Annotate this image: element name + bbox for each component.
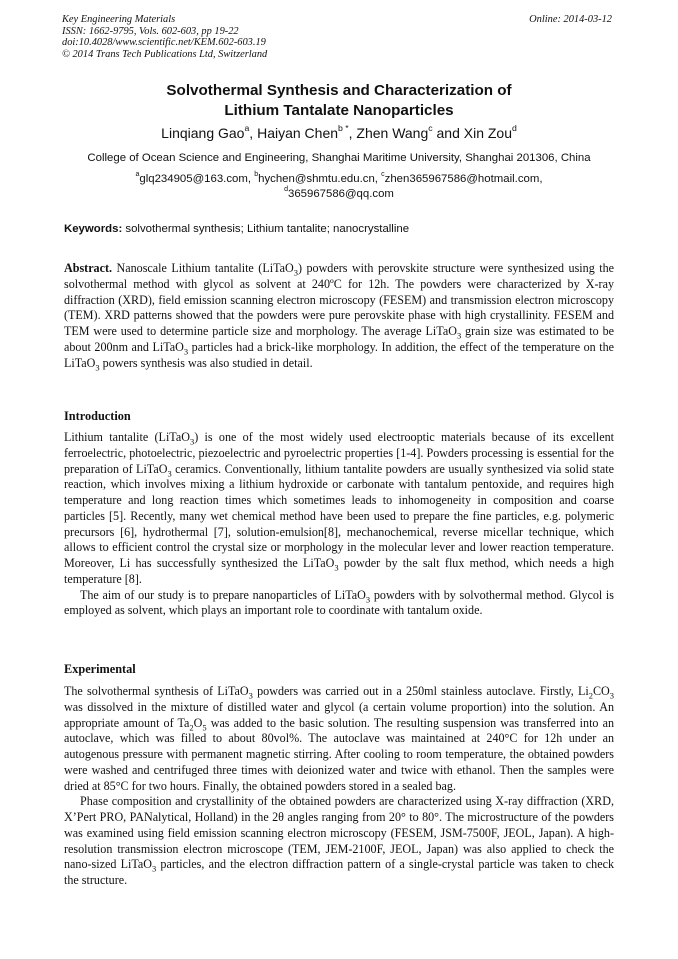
introduction-body	[64, 430, 614, 619]
author-separator: ,	[348, 125, 357, 141]
title-line-1: Solvothermal Synthesis and Characterization of	[166, 82, 512, 99]
abstract-text: Nanoscale Lithium tantalite (LiTaO$_3$) powders with perovskite structure were synthesized using the solvothermal method with glycol as solvent at 240ºC for 12h. The powders were characterized by X-ray diffraction (XRD), field emission scanning electron microscopy (FESEM) and transmission electron microscopy (TEM). XRD patterns showed that the powders were pure perovskite phase with high crystallinity. FESEM and TEM were used to determine particle size and morphology. The average LiTaO$_3$ grain size was estimated to be about 200nm and LiTaO$_3$ particles had a brick-like morphology. In addition, the effect of the temperature on the LiTaO$_3$ powers synthesis was also studied in detail.	[64, 261, 615, 372]
author-separator: ,	[249, 125, 258, 141]
keywords	[64, 222, 409, 236]
keywords-label: Keywords:	[64, 223, 123, 235]
affiliation: College of Ocean Science and Engineering, Shanghai Maritime University, Shanghai 201306, China	[87, 152, 591, 164]
email-address[interactable]: hychen@shmtu.edu.cn,	[258, 173, 382, 185]
experimental-body	[64, 684, 614, 889]
author-name: Zhen Wang	[356, 125, 429, 141]
abstract	[64, 261, 614, 371]
section-heading-experimental: Experimental	[64, 662, 136, 676]
abstract-label: Abstract.	[64, 261, 113, 275]
email-sup: a	[135, 170, 140, 178]
email-list	[0, 172, 678, 202]
paragraph: The aim of our study is to prepare nanoparticles of LiTaO$_3$ powders with by solvothermal method. Glycol is employed as solvent, which plays an important role to coordinate with tantalum oxide.	[64, 587, 614, 618]
section-heading-introduction: Introduction	[64, 409, 131, 423]
author-sup: a	[244, 122, 250, 133]
email-sup: d	[284, 185, 288, 193]
email-line-1	[0, 172, 678, 187]
running-header	[62, 14, 612, 60]
email-address[interactable]: glq234905@163.com,	[139, 173, 255, 185]
author-separator: and	[432, 125, 464, 141]
author-name: Haiyan Chen	[257, 125, 339, 141]
paragraph: The solvothermal synthesis of LiTaO$_3$ powders was carried out in a 250ml stainless autoclave. Firstly, $Li_2CO_3$ was dissolved in the mixture of distilled water and glycol (a certain volume proportion) into the solution. An appropriate amount of $Ta_2O_5$ was added to the basic solution. The resulting suspension was transferred into an autoclave, which was filled to about 80vol%. The autoclave was maintained at 240°C for 12h under an autogenous pressure with permanent magnetic stirring. After cooling to room temperature, the obtained powders were washed and centrifuged three times with deionized water and twice with ethanol. Then the samples were dried at 85°C for two hours. Finally, the obtained powders stored in a sealed bag.	[64, 684, 615, 793]
paragraph: Lithium tantalite (LiTaO$_3$) is one of the most widely used electrooptic materials because of its excellent ferroelectric, photoelectric, piezoelectric and pyroelectric properties [1-4]. Powders processing is essential for the preparation of LiTaO$_3$ ceramics. Conventionally, lithium tantalite powders are usually synthesized via solid state reaction, which involves mixing a lithium hydroxide or carbonate with tantalum pentoxide, and requires high temperature and long reaction times which sometimes leads to inhomogeneity in composition and coarse particles [5]. Recently, many wet chemical method have been used to prepare the fine particles, e.g. polymeric precursors [6], hydrothermal [7], solution-emulsion[8], mechanochemical, reverse micellar technique, which allows to efficient control the crystal size or morphology in the molecular lever and lower reaction temperature. Moreover, Li has successfully synthesized the LiTaO$_3$ powder by the salt flux method, which needs a high temperature [8].	[64, 430, 614, 586]
author-name: Linqiang Gao	[161, 125, 245, 141]
paper-title	[0, 81, 678, 120]
journal-name: Key Engineering Materials	[62, 14, 176, 25]
email-address[interactable]: zhen365967586@hotmail.com,	[384, 173, 543, 185]
author-sup: b *	[338, 122, 349, 133]
email-address[interactable]: 365967586@qq.com	[287, 188, 394, 200]
author-sup: d	[512, 122, 517, 133]
copyright-line: © 2014 Trans Tech Publications Ltd, Switzerland	[62, 48, 268, 60]
online-date: Online: 2014-03-12	[529, 14, 612, 25]
title-line-2: Lithium Tantalate Nanoparticles	[224, 101, 454, 119]
email-line-2	[0, 187, 678, 202]
issn-line: ISSN: 1662-9795, Vols. 602-603, pp 19-22	[62, 25, 239, 37]
keywords-text: solvothermal synthesis; Lithium tantalite; nanocrystalline	[122, 223, 410, 235]
paragraph: Phase composition and crystallinity of the obtained powders are characterized using X-ray diffraction (XRD, X’Pert PRO, PANalytical, Holland) in the 2θ angles ranging from 20° to 80°. The microstructure of the powders was examined using field emission scanning electron microscopy (FESEM, JSM-7500F, JEOL, Japan). A high-resolution transmission electron microscope (TEM, JEM-2100F, JEOL, Japan) was also applied to check the nano-sized LiTaO$_3$ particles, and the electron diffraction pattern of a single-crystal particle was taken to check the structure.	[64, 794, 614, 887]
author-list	[0, 124, 678, 142]
email-sup: c	[381, 170, 385, 178]
email-sup: b	[254, 170, 259, 178]
author-name: Xin Zou	[463, 125, 512, 141]
doi-line: doi:10.4028/www.scientific.net/KEM.602-603.19	[62, 37, 266, 49]
author-sup: c	[428, 122, 433, 133]
